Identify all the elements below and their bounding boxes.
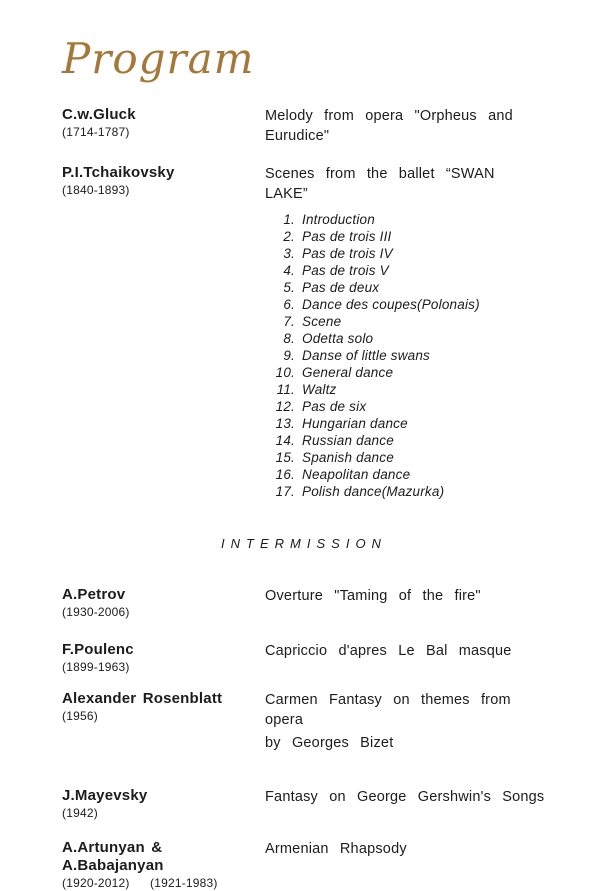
piece-block — [265, 690, 546, 753]
movement-number: 1. — [283, 212, 295, 228]
composer-name: A.Artunyan & A.Babajanyan — [62, 839, 164, 875]
movement-item — [265, 296, 546, 313]
page-title: Program — [62, 34, 255, 83]
movement-number: 16. — [275, 467, 295, 483]
movement-number: 14. — [275, 433, 295, 449]
piece-block — [265, 787, 546, 807]
movement-number: 5. — [283, 280, 295, 296]
movement-item — [265, 449, 546, 466]
movement-item — [265, 228, 546, 245]
piece-block — [265, 586, 546, 606]
composer-dates-first: (1920-2012) — [62, 876, 130, 891]
program-entry-tchaikovsky — [62, 164, 546, 500]
movement-number: 10. — [275, 365, 295, 381]
movement-title: Pas de trois V — [302, 263, 389, 279]
composer-name: A.Petrov — [62, 586, 126, 604]
movement-title: Dance des coupes(Polonais) — [302, 297, 480, 313]
piece-title: Scenes from the ballet “SWAN LAKE” — [265, 166, 495, 203]
movement-item — [265, 483, 546, 500]
movement-number: 3. — [283, 246, 295, 262]
program-entry-gluck — [62, 106, 546, 146]
movement-item — [265, 398, 546, 415]
movement-title: Hungarian dance — [302, 416, 408, 432]
composer-name: P.I.Tchaikovsky — [62, 164, 175, 182]
piece-title-line1: Carmen Fantasy on themes from opera — [265, 692, 511, 729]
movement-title: Pas de six — [302, 399, 367, 415]
composer-dates: (1942) — [62, 806, 98, 821]
movement-number: 9. — [283, 348, 295, 364]
movement-title: Pas de trois IV — [302, 246, 393, 262]
movement-item — [265, 313, 546, 330]
swan-lake-movement-list — [265, 211, 546, 500]
movement-item — [265, 330, 546, 347]
composer-dates — [62, 875, 265, 891]
program-entry-poulenc — [62, 641, 546, 675]
piece-block — [265, 106, 546, 146]
movement-number: 6. — [283, 297, 295, 313]
movement-item — [265, 211, 546, 228]
movement-item — [265, 262, 546, 279]
movement-number: 15. — [275, 450, 295, 466]
piece-block — [265, 164, 546, 500]
composer-dates: (1840-1893) — [62, 183, 130, 198]
movement-item — [265, 245, 546, 262]
movement-number: 7. — [283, 314, 295, 330]
movement-number: 12. — [275, 399, 295, 415]
movement-number: 4. — [283, 263, 295, 279]
movement-number: 8. — [283, 331, 295, 347]
movement-title: Danse of little swans — [302, 348, 431, 364]
program-entry-rosenblatt — [62, 690, 546, 753]
movement-title: General dance — [302, 365, 394, 381]
composer-name: F.Poulenc — [62, 641, 134, 659]
composer-block — [62, 164, 265, 198]
movement-title: Introduction — [302, 212, 375, 228]
composer-name: C.w.Gluck — [62, 106, 136, 124]
movement-item — [265, 364, 546, 381]
movement-item — [265, 432, 546, 449]
movement-item — [265, 381, 546, 398]
movement-title: Spanish dance — [302, 450, 394, 466]
composer-block — [62, 641, 265, 675]
movement-title: Pas de deux — [302, 280, 380, 296]
composer-dates: (1899-1963) — [62, 660, 130, 675]
piece-title: Capriccio d'apres Le Bal masque — [265, 643, 512, 660]
movement-number: 17. — [275, 484, 295, 500]
movement-item — [265, 415, 546, 432]
movement-number: 2. — [283, 229, 295, 245]
piece-title: Overture "Taming of the fire" — [265, 588, 481, 605]
composer-dates: (1956) — [62, 709, 98, 724]
composer-name: J.Mayevsky — [62, 787, 148, 805]
movement-item — [265, 347, 546, 364]
movement-title: Waltz — [302, 382, 337, 398]
movement-number: 13. — [275, 416, 295, 432]
program-entry-petrov — [62, 586, 546, 620]
movement-number: 11. — [276, 382, 295, 398]
composer-name: Alexander Rosenblatt — [62, 690, 223, 708]
composer-dates-second: (1921-1983) — [150, 876, 218, 891]
composer-dates: (1930-2006) — [62, 605, 130, 620]
piece-title: Armenian Rhapsody — [265, 841, 407, 858]
intermission-label: INTERMISSION — [221, 536, 387, 552]
movement-item — [265, 466, 546, 483]
composer-block — [62, 106, 265, 140]
movement-title: Odetta solo — [302, 331, 374, 347]
piece-block — [265, 641, 546, 661]
movement-title: Scene — [302, 314, 342, 330]
program-entry-artunyan-babajanyan — [62, 839, 546, 891]
movement-title: Polish dance(Mazurka) — [302, 484, 445, 500]
composer-block — [62, 787, 265, 821]
piece-title-line2: by Georges Bizet — [265, 735, 394, 752]
composer-block — [62, 839, 265, 891]
piece-block — [265, 839, 546, 859]
composer-dates: (1714-1787) — [62, 125, 130, 140]
movement-title: Neapolitan dance — [302, 467, 411, 483]
composer-block — [62, 690, 265, 724]
composer-block — [62, 586, 265, 620]
movement-title: Pas de trois III — [302, 229, 392, 245]
program-entry-mayevsky — [62, 787, 546, 821]
piece-title: Fantasy on George Gershwin's Songs — [265, 789, 545, 806]
piece-title: Melody from opera "Orpheus and Eurudice" — [265, 108, 513, 145]
movement-title: Russian dance — [302, 433, 394, 449]
movement-item — [265, 279, 546, 296]
